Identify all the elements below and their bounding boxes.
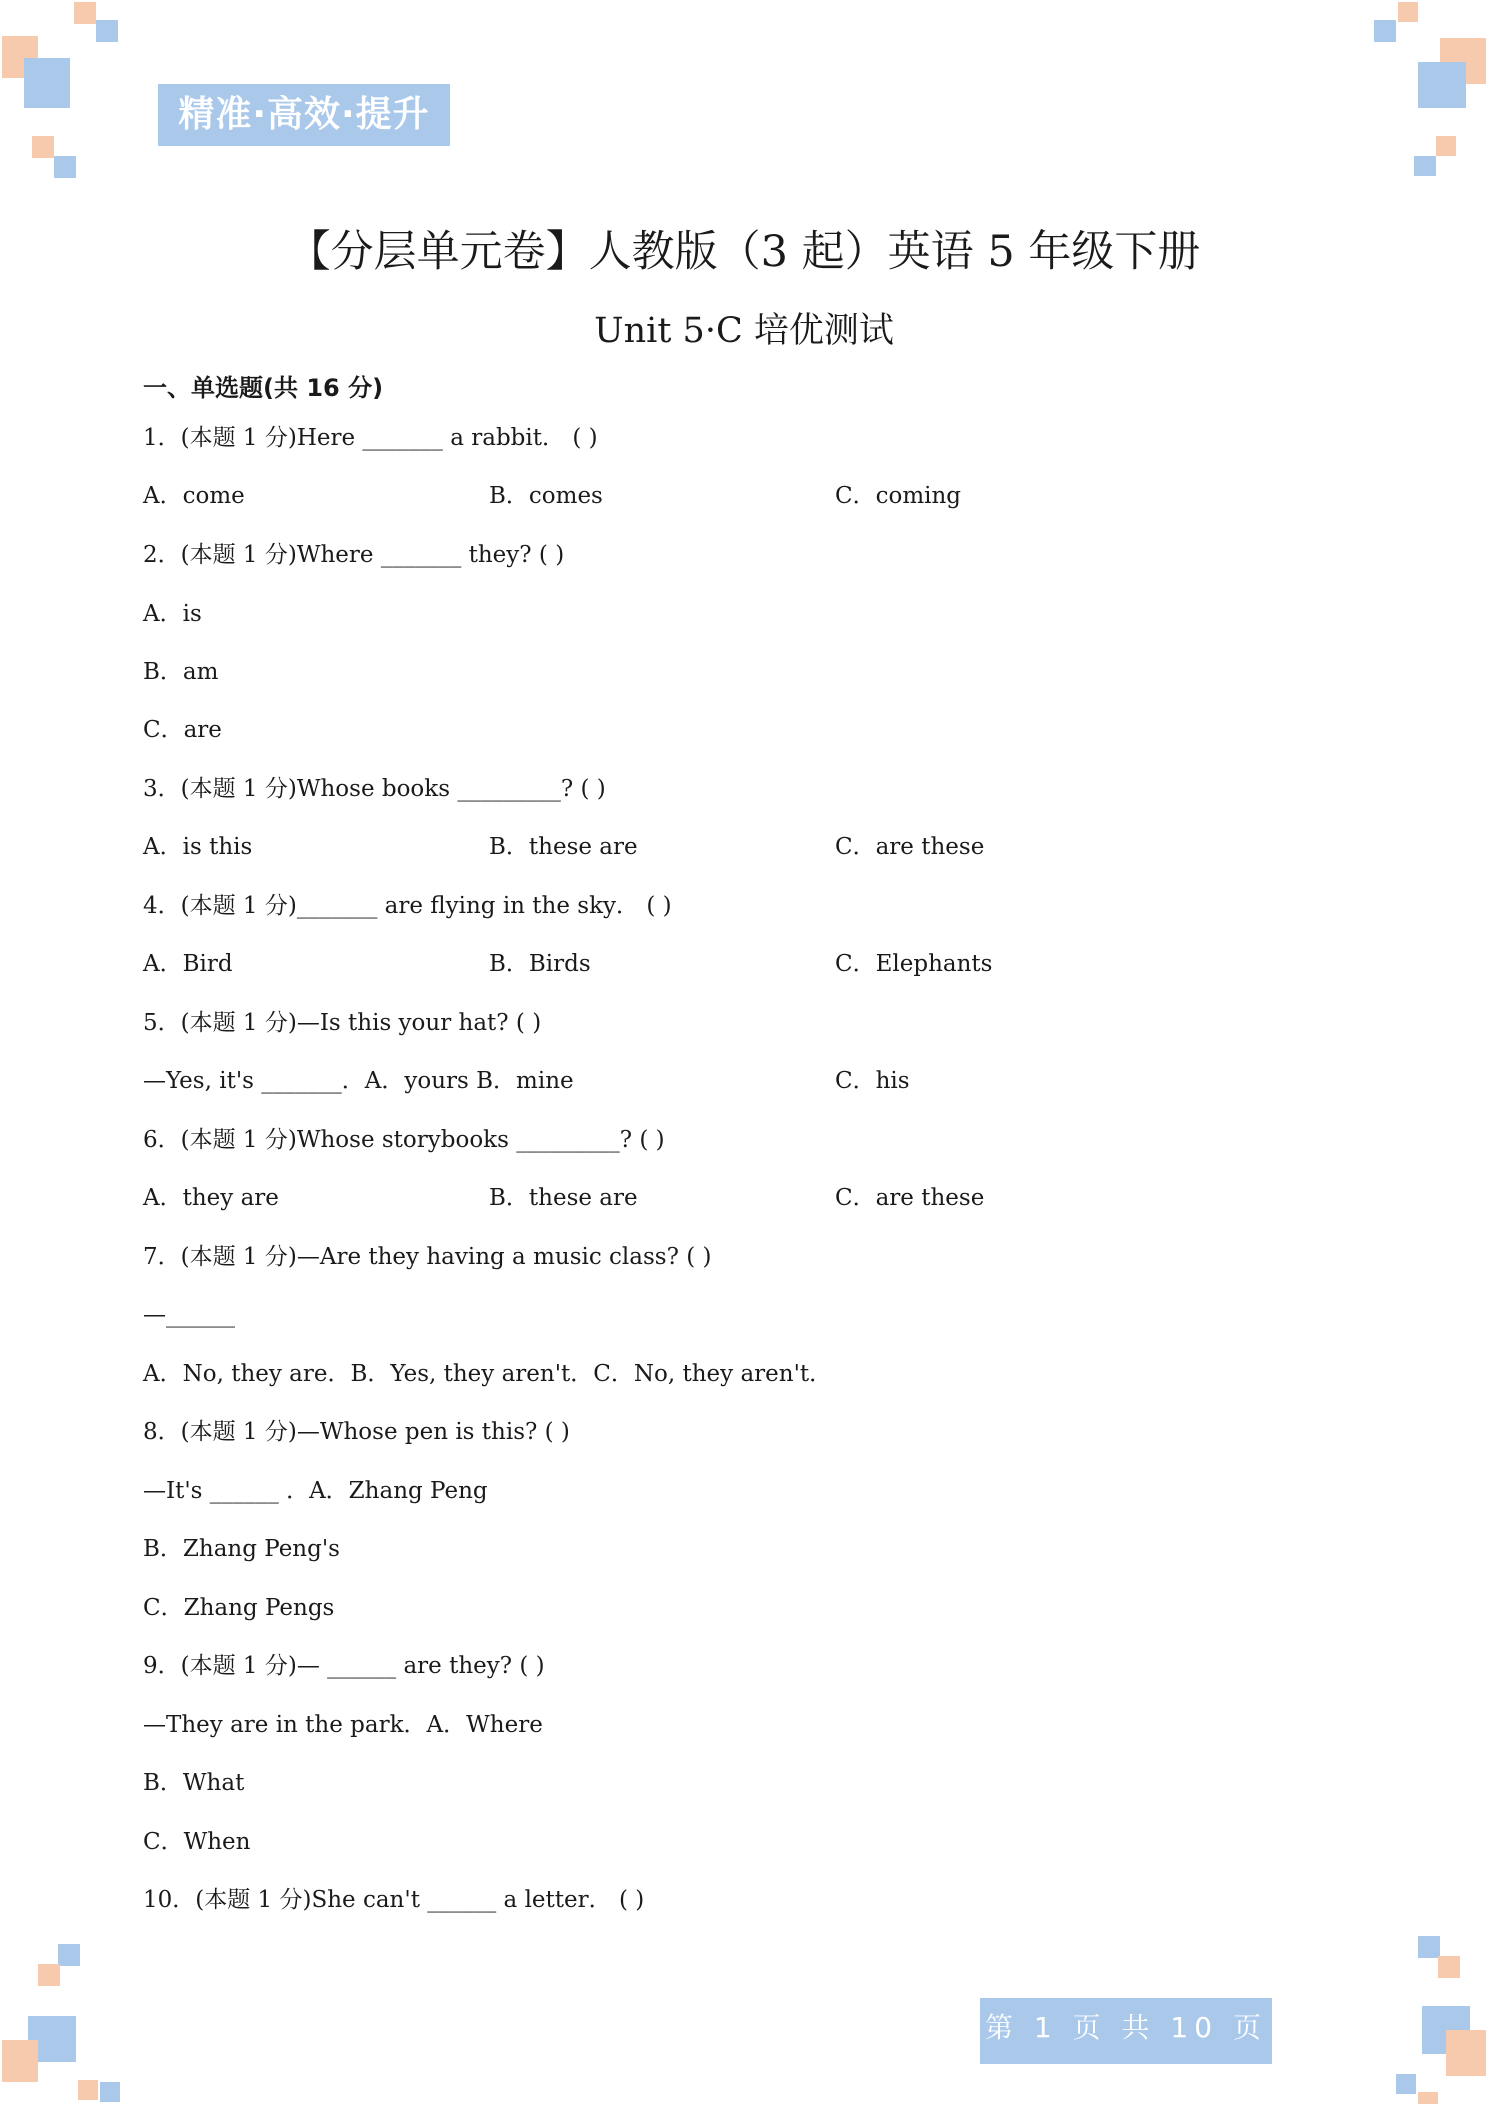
question-7-answer-line: —______ <box>143 1302 235 1328</box>
question-10-stem: 10．(本题 1 分)She can't ______ a letter． ( ) <box>143 1887 645 1913</box>
question-9-stem: 9．(本题 1 分)— ______ are they? ( ) <box>143 1653 545 1679</box>
page-title: 【分层单元卷】人教版（3 起）英语 5 年级下册 <box>287 227 1201 277</box>
question-3-stem: 3．(本题 1 分)Whose books _________? ( ) <box>143 776 606 802</box>
question-8-answer-line: —It's ______ ．A．Zhang Peng <box>143 1478 488 1504</box>
question-9-answer-line: —They are in the park．A．Where <box>143 1712 543 1738</box>
question-2-option-b[interactable]: B．am <box>143 659 219 685</box>
question-5-stem: 5．(本题 1 分)—Is this your hat? ( ) <box>143 1010 542 1036</box>
question-4-option-a[interactable]: A．Bird <box>143 951 233 977</box>
question-4-stem: 4．(本题 1 分)_______ are flying in the sky． ( ) <box>143 893 672 919</box>
page-subtitle: Unit 5·C 培优测试 <box>594 311 894 351</box>
question-2-option-c[interactable]: C．are <box>143 717 222 743</box>
question-4-option-c[interactable]: C．Elephants <box>835 951 993 977</box>
question-7-stem: 7．(本题 1 分)—Are they having a music class? ( ) <box>143 1244 712 1270</box>
section-heading: 一、单选题(共 16 分) <box>143 374 384 402</box>
question-5-option-c[interactable]: C．his <box>835 1068 910 1094</box>
question-3-option-c[interactable]: C．are these <box>835 834 985 860</box>
question-1-option-c[interactable]: C．coming <box>835 483 962 509</box>
question-8-option-b[interactable]: B．Zhang Peng's <box>143 1536 340 1562</box>
question-7-options[interactable]: A．No, they are．B．Yes, they aren't．C．No, they aren't． <box>143 1361 833 1387</box>
slogan-banner: 精准·高效·提升 <box>158 84 450 146</box>
question-1-option-a[interactable]: A．come <box>143 483 245 509</box>
question-1-stem: 1．(本题 1 分)Here _______ a rabbit． ( ) <box>143 425 598 451</box>
question-4-option-b[interactable]: B．Birds <box>489 951 591 977</box>
question-6-stem: 6．(本题 1 分)Whose storybooks _________? ( ) <box>143 1127 665 1153</box>
question-3-option-b[interactable]: B．these are <box>489 834 638 860</box>
question-2-option-a[interactable]: A．is <box>143 601 202 627</box>
question-9-option-c[interactable]: C．When <box>143 1829 251 1855</box>
page-number-footer: 第 1 页 共 10 页 <box>980 1998 1272 2064</box>
question-5-answer-line: —Yes, it's _______．A．yours B．mine <box>143 1068 574 1094</box>
question-6-option-a[interactable]: A．they are <box>143 1185 279 1211</box>
question-6-option-b[interactable]: B．these are <box>489 1185 638 1211</box>
question-1-option-b[interactable]: B．comes <box>489 483 603 509</box>
question-6-option-c[interactable]: C．are these <box>835 1185 985 1211</box>
question-8-option-c[interactable]: C．Zhang Pengs <box>143 1595 335 1621</box>
question-9-option-b[interactable]: B．What <box>143 1770 245 1796</box>
question-8-stem: 8．(本题 1 分)—Whose pen is this? ( ) <box>143 1419 570 1445</box>
question-3-option-a[interactable]: A．is this <box>143 834 253 860</box>
question-2-stem: 2．(本题 1 分)Where _______ they? ( ) <box>143 542 565 568</box>
